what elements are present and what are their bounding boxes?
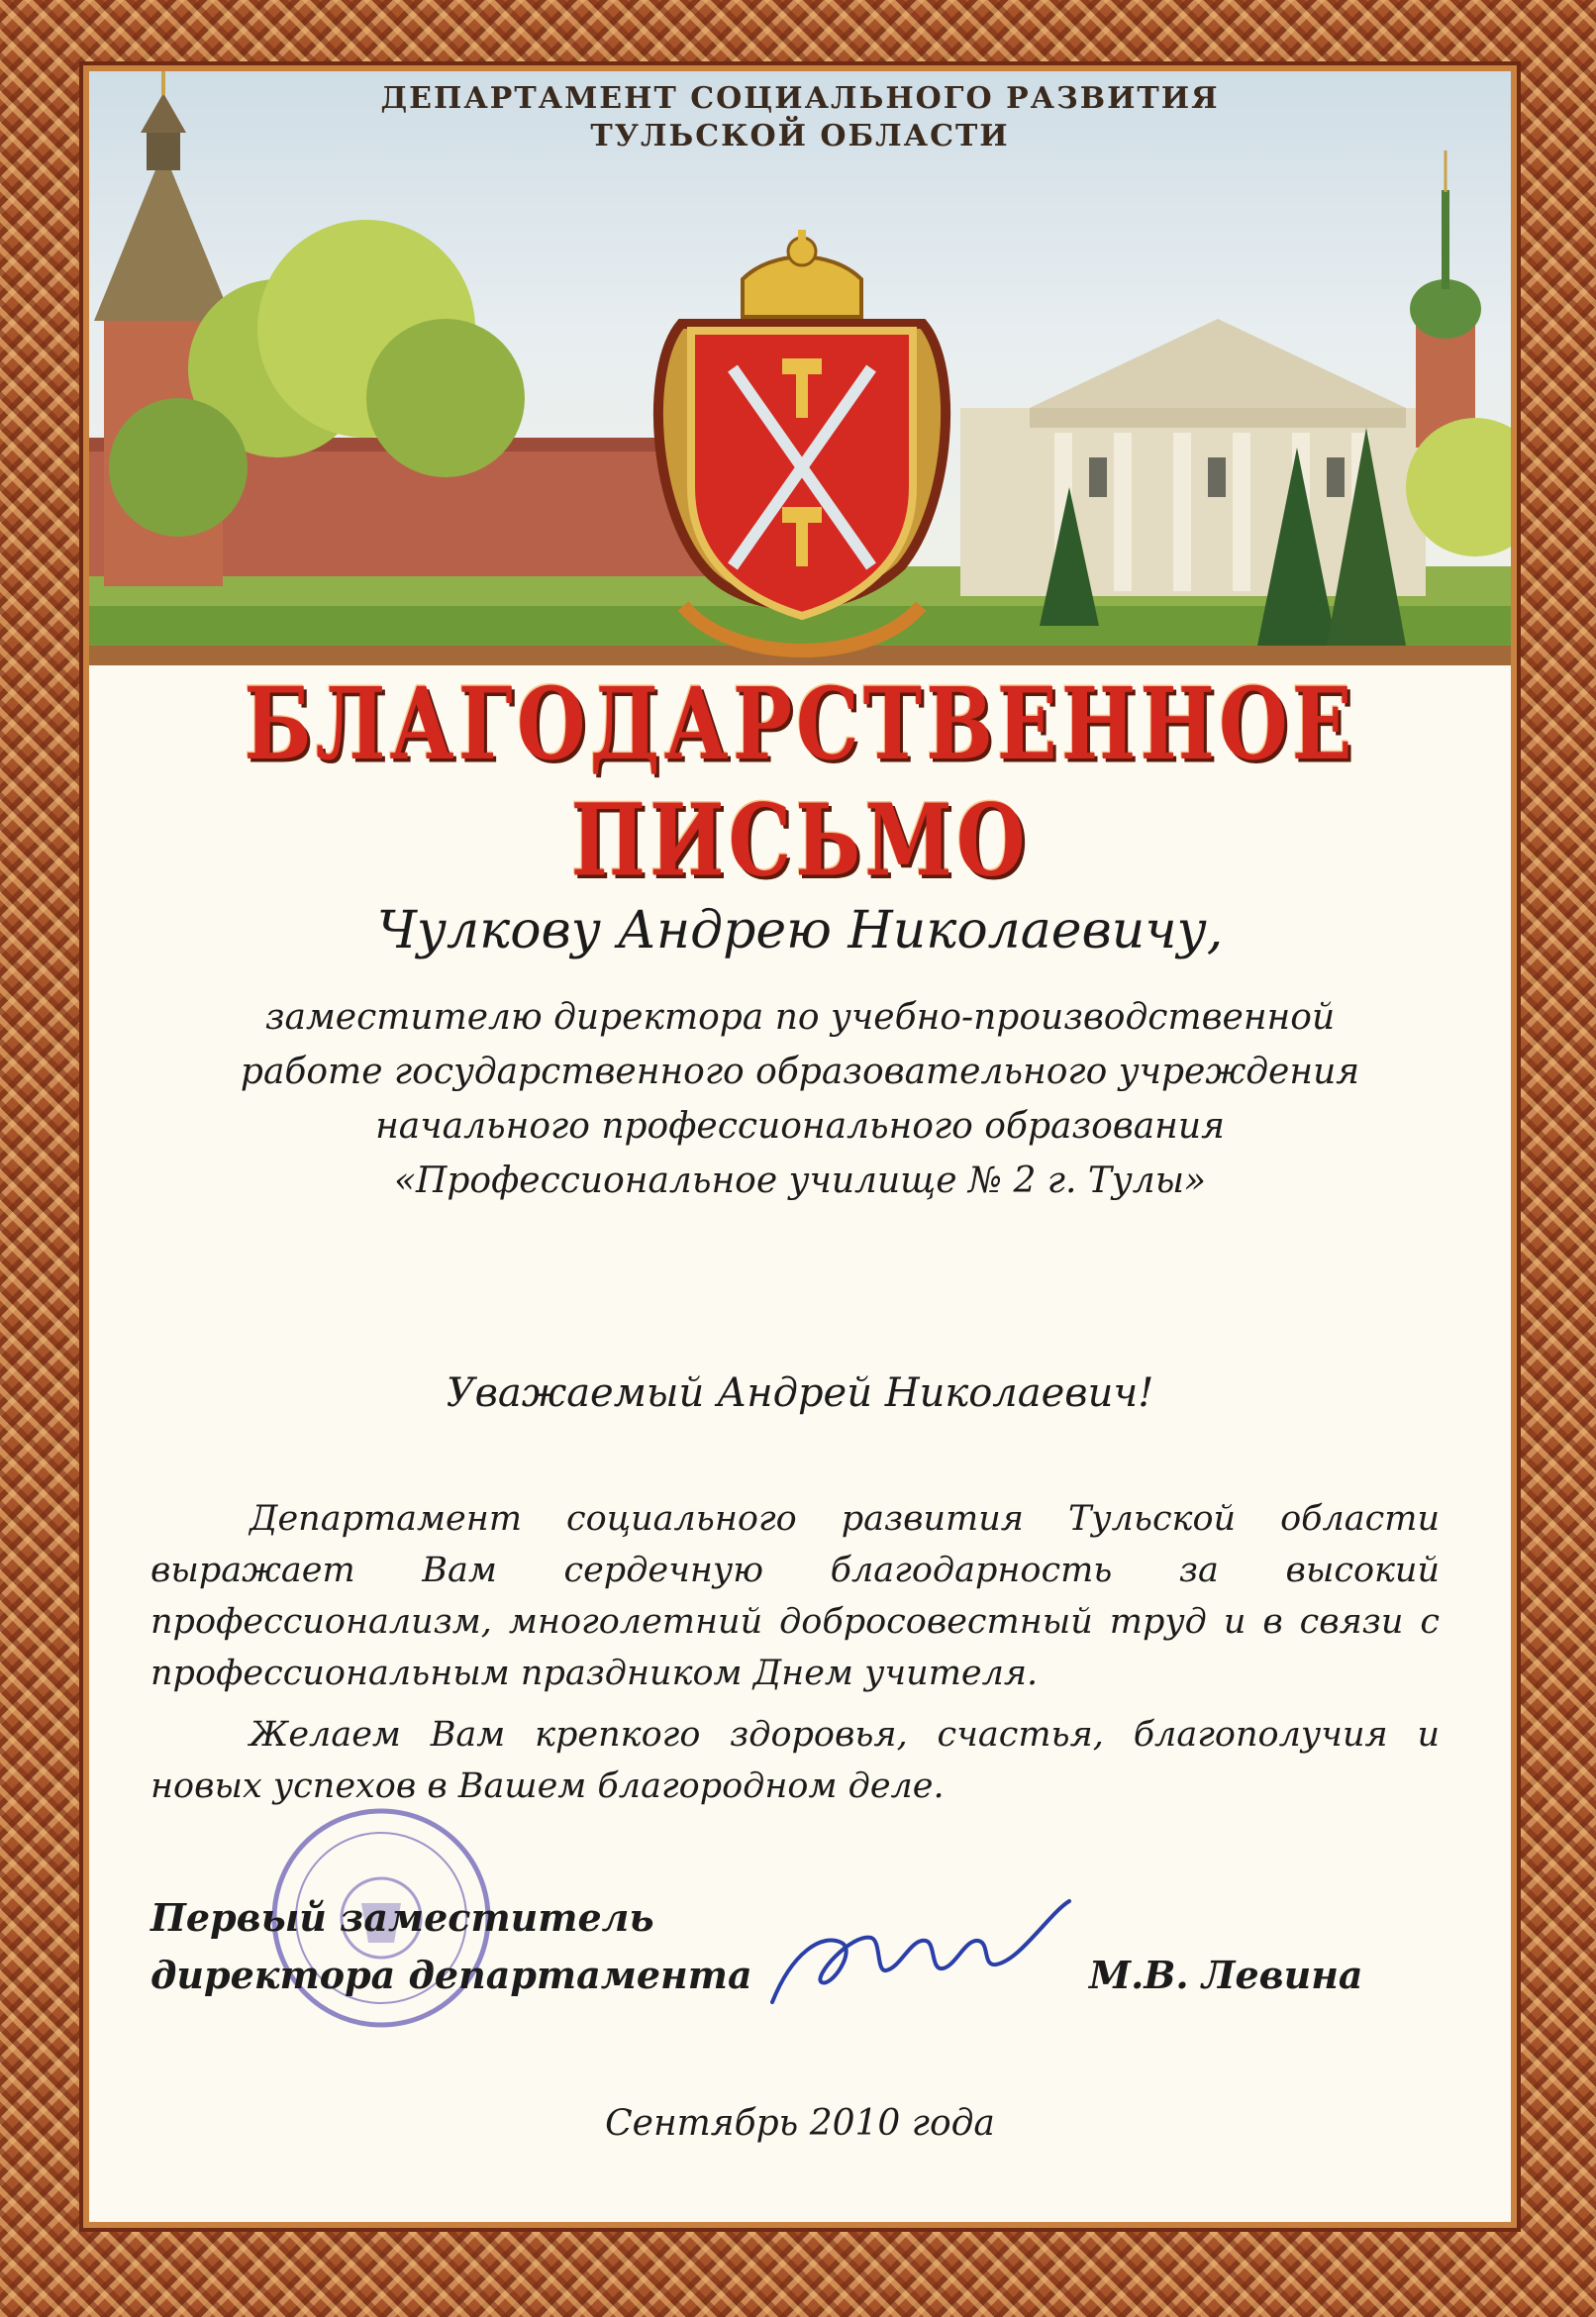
tula-landscape-illustration — [89, 71, 1511, 665]
department-name-line1: ДЕПАРТАМЕНТ СОЦИАЛЬНОГО РАЗВИТИЯ — [380, 81, 1220, 116]
church-tower — [1410, 151, 1481, 448]
handwritten-signature — [762, 1893, 1079, 2022]
department-name-line2: ТУЛЬСКОЙ ОБЛАСТИ — [590, 119, 1010, 153]
header-banner — [89, 71, 1511, 665]
recipient-position-line: работе государственного образовательного учреждения — [240, 1052, 1360, 1092]
recipient-position-line: начального профессионального образования — [375, 1106, 1225, 1147]
recipient-name: Чулкову Андрею Николаевичу, — [376, 901, 1224, 960]
body-paragraph: Желаем Вам крепкого здоровья, счастья, благополучия и новых успехов в Вашем благородном деле. — [150, 1715, 1440, 1806]
body-paragraph: Департамент социального развития Тульской области выражает Вам сердечную благодарность за высокий профессионализм, многолетний добросовестный труд и в связи с профессиональным праздником Днем учителя. — [150, 1499, 1440, 1693]
signatory-name: М.В. Левина — [1089, 1953, 1363, 1997]
greeting: Уважаемый Андрей Николаевич! — [446, 1370, 1154, 1416]
recipient-position-line: заместителю директора по учебно-производственной — [264, 997, 1336, 1038]
signatory-title-line2: директора департамента — [150, 1953, 752, 1997]
signatory-title-line1: Первый заместитель — [150, 1895, 654, 1940]
recipient-position-line: «Профессиональное училище № 2 г. Тулы» — [393, 1160, 1207, 1201]
issue-date: Сентябрь 2010 года — [605, 2103, 995, 2144]
document-title: БЛАГОДАРСТВЕННОЕ ПИСЬМО — [244, 665, 1356, 898]
certificate-page — [89, 71, 1511, 2222]
